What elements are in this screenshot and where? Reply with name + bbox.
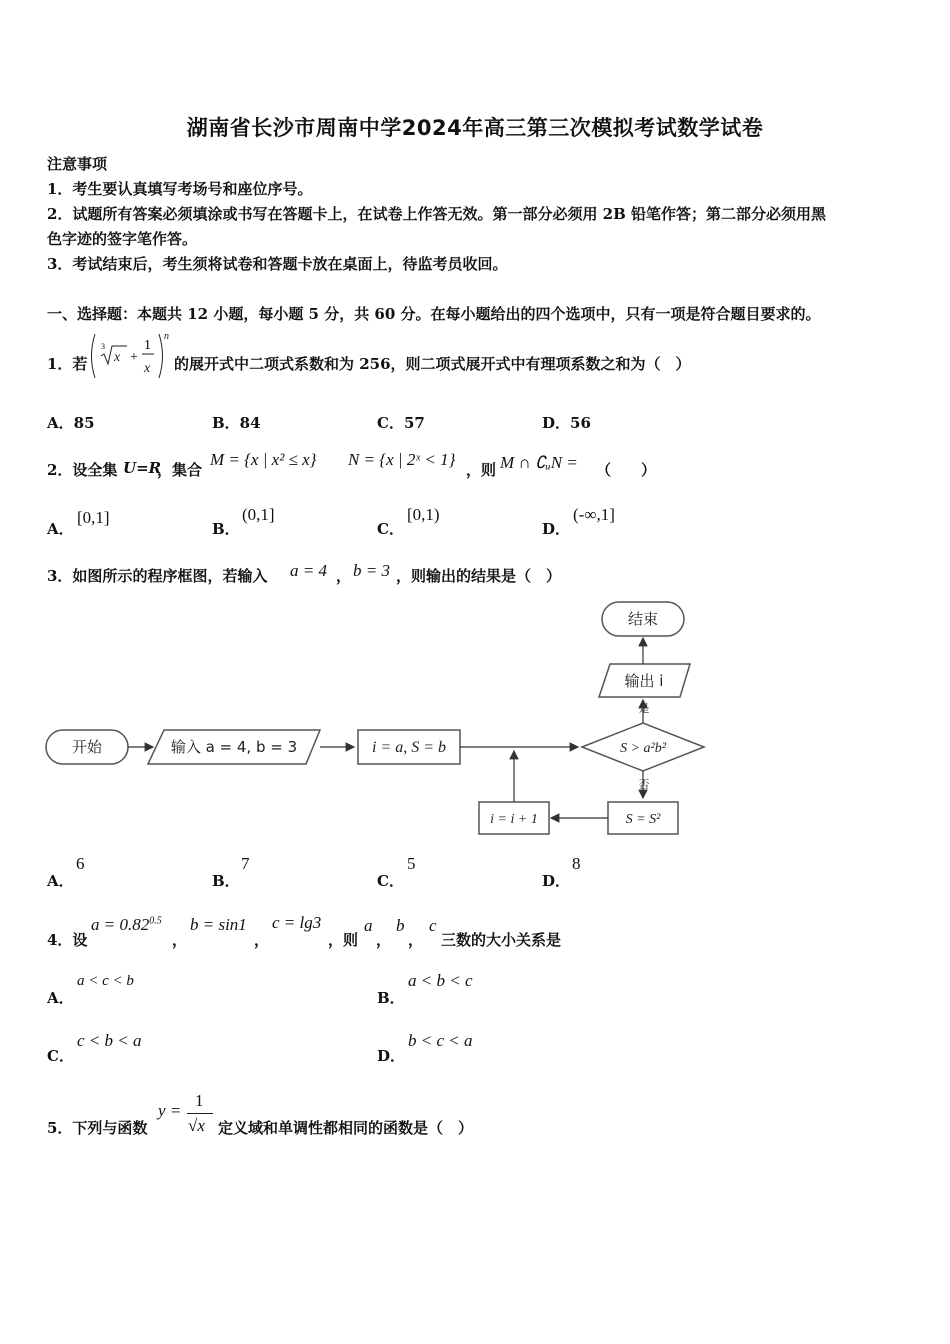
q5-func-den: √x <box>188 1116 205 1135</box>
q4-option-b-label: B． <box>377 989 405 1007</box>
q3-option-a: 6 <box>76 854 85 873</box>
flow-output-node <box>599 664 690 697</box>
q3-flowchart <box>40 596 730 841</box>
q3-option-a-label: A． <box>47 872 74 890</box>
svg-text:x: x <box>114 350 121 365</box>
q2-universe: U=R <box>123 459 162 477</box>
svg-text:+: + <box>130 350 138 365</box>
flow-square-label: S = S² <box>625 812 661 827</box>
q2-option-a: [0,1] <box>77 508 110 527</box>
q2-mid: ，集合 <box>157 461 203 479</box>
q4-option-a-label: A． <box>47 989 74 1007</box>
q4-var-a: a <box>364 916 373 935</box>
flow-no-label: 否 <box>638 778 650 791</box>
section-heading: 一、选择题：本题共 12 小题，每小题 5 分，共 60 分。在每小题给出的四个选项中，只有一项是符合题目要求的。 <box>47 305 821 323</box>
flow-output-label: 输出 i <box>624 672 664 690</box>
q1-text: 的展开式中二项式系数和为 256，则二项式展开式中有理项系数之和为（ ） <box>174 355 691 373</box>
flow-condition-node <box>582 723 704 771</box>
flow-square-node <box>608 802 678 834</box>
q3-option-c-label: C． <box>377 872 404 890</box>
q4-prefix: 4．设 <box>47 931 88 949</box>
q3-option-b: 7 <box>241 854 250 873</box>
q2-option-a-label: A． <box>47 520 74 538</box>
q3-option-c: 5 <box>407 854 416 873</box>
flow-increment-node <box>479 802 549 834</box>
flow-increment-label: i = i + 1 <box>490 812 538 827</box>
q2-expression: M ∩ ∁ᵤN = <box>500 453 578 472</box>
q5-func-num: 1 <box>195 1091 204 1110</box>
q4-option-b: a < b < c <box>408 971 473 990</box>
flow-yes-label: 是 <box>638 702 650 715</box>
q3-input-a: a = 4 <box>290 561 327 580</box>
q2-option-c: [0,1) <box>407 505 440 524</box>
q2-blank: （ ） <box>596 461 657 479</box>
notice-item-3: 3．考试结束后，考生须将试卷和答题卡放在桌面上，待监考员收回。 <box>47 255 508 273</box>
q2-tail: ，则 <box>466 461 497 479</box>
svg-text:n: n <box>164 331 169 342</box>
flow-condition-label: S > a²b² <box>620 741 666 756</box>
flow-end-label: 结束 <box>627 610 659 628</box>
q5-text: 定义域和单调性都相同的函数是（ ） <box>218 1119 474 1137</box>
q1-prefix: 1．若 <box>47 355 88 373</box>
q4-then: ，则 <box>328 931 359 949</box>
q4-b-def: b = sin1 <box>190 915 247 934</box>
q4-option-c: c < b < a <box>77 1031 142 1050</box>
q3-option-d-label: D． <box>542 872 571 890</box>
q2-option-c-label: C． <box>377 520 404 538</box>
notice-item-1: 1．考生要认真填写考场号和座位序号。 <box>47 180 313 198</box>
notice-heading: 注意事项 <box>47 155 108 173</box>
q1-option-d: D．56 <box>542 414 591 432</box>
q1-option-c: C．57 <box>377 414 425 432</box>
flow-init-label: i = a, S = b <box>371 739 447 756</box>
q2-set-n: N = {x | 2ˣ < 1} <box>348 450 456 469</box>
flow-init-node <box>358 730 460 764</box>
flow-end-node <box>602 602 684 636</box>
q2-option-d: (-∞,1] <box>573 505 615 524</box>
notice-item-2b: 色字迹的签字笔作答。 <box>47 230 198 248</box>
q4-option-d: b < c < a <box>408 1031 473 1050</box>
q5-fraction-bar <box>187 1113 213 1114</box>
q4-a-def: $a = 0.82^{0.5}$ <box>91 915 162 934</box>
q2-option-b-label: B． <box>212 520 240 538</box>
q1-option-a: A．85 <box>47 414 95 432</box>
flow-start-node <box>46 730 128 764</box>
svg-text:1: 1 <box>144 338 151 353</box>
q3-prefix: 3．如图所示的程序框图，若输入 <box>47 567 268 585</box>
q5-func-lhs: y = <box>158 1101 182 1120</box>
q3-option-b-label: B． <box>212 872 240 890</box>
flow-input-label: 输入 a = 4, b = 3 <box>170 738 298 756</box>
q4-option-c-label: C． <box>47 1047 74 1065</box>
flow-input-node <box>148 730 320 764</box>
q3-option-d: 8 <box>572 854 581 873</box>
page-title: 湖南省长沙市周南中学2024年高三第三次模拟考试数学试卷 <box>186 116 764 140</box>
svg-text:x: x <box>144 361 151 376</box>
q4-var-b: b <box>396 916 405 935</box>
flow-start-label: 开始 <box>71 738 103 756</box>
q4-var-c: c <box>429 916 437 935</box>
svg-text:3: 3 <box>101 342 105 351</box>
notice-item-2a: 2．试题所有答案必须填涂或书写在答题卡上，在试卷上作答无效。第一部分必须用 2B 铅笔作答；第二部分必须用黑 <box>47 205 827 223</box>
q4-suffix: 三数的大小关系是 <box>441 931 562 949</box>
q3-separator: ， <box>336 567 352 585</box>
q4-c-def: c = lg3 <box>272 913 322 932</box>
q2-option-b: (0,1] <box>242 505 275 524</box>
q4-option-d-label: D． <box>377 1047 406 1065</box>
q2-option-d-label: D． <box>542 520 571 538</box>
q3-input-b: b = 3 <box>353 561 390 580</box>
q4-option-a: a < c < b <box>77 973 134 989</box>
q5-prefix: 5．下列与函数 <box>47 1119 148 1137</box>
q1-option-b: B．84 <box>212 414 261 432</box>
q3-suffix: ，则输出的结果是（ ） <box>396 567 562 585</box>
q1-binomial-formula <box>87 328 175 384</box>
q2-prefix: 2．设全集 <box>47 461 118 479</box>
q2-set-m: M = {x | x² ≤ x} <box>210 450 317 469</box>
